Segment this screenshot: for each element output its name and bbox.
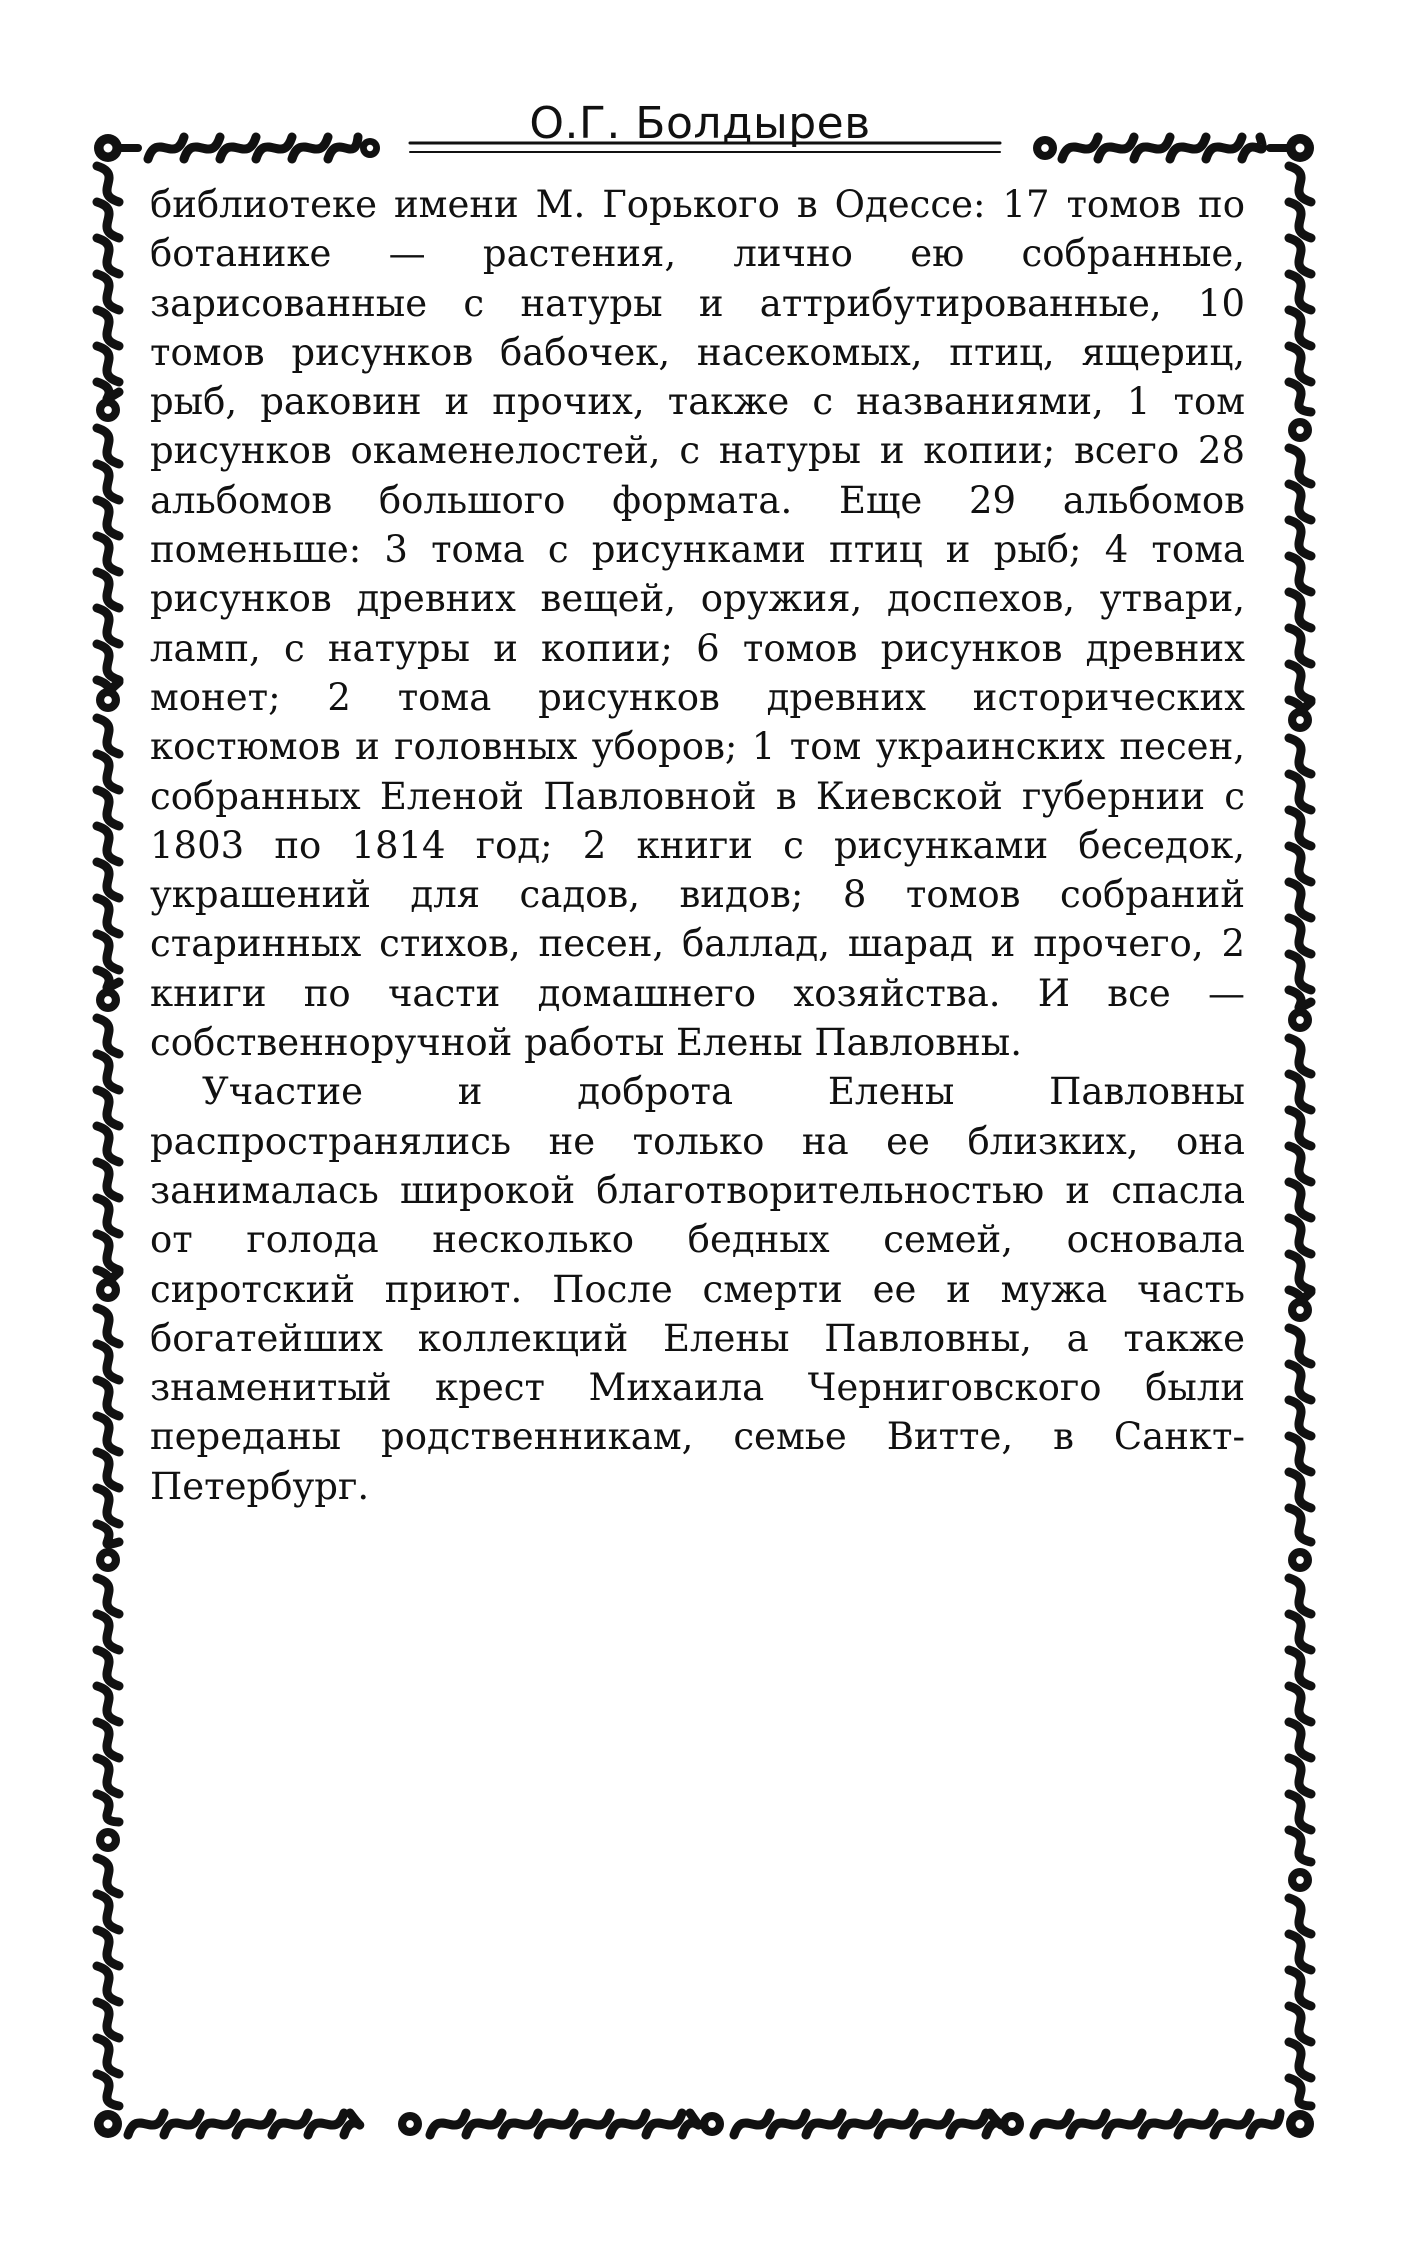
border-rope-segment bbox=[97, 1018, 119, 1285]
border-bead-hole bbox=[1296, 144, 1305, 153]
border-rope-segment bbox=[1289, 1038, 1311, 1305]
border-rope-segment bbox=[97, 718, 119, 988]
border-bead-hole bbox=[1296, 1016, 1304, 1024]
border-rope-segment bbox=[1289, 448, 1311, 715]
body-text bbox=[150, 180, 1245, 1511]
border-bead-hole bbox=[1296, 1556, 1304, 1564]
border-rope-segment bbox=[1034, 2113, 1280, 2135]
border-rope-segment bbox=[97, 166, 119, 399]
border-bead-hole bbox=[104, 2120, 113, 2129]
border-bead-hole bbox=[104, 144, 113, 153]
border-bead-hole bbox=[104, 406, 112, 414]
border-bead-hole bbox=[708, 2120, 716, 2128]
border-bead-hole bbox=[1296, 426, 1304, 434]
border-rope-segment bbox=[1289, 1328, 1311, 1542]
border-bead-hole bbox=[104, 1556, 112, 1564]
border-bead-hole bbox=[104, 696, 112, 704]
border-bead-hole bbox=[367, 145, 373, 151]
border-rope-segment bbox=[1289, 1898, 1311, 2106]
border-bead-hole bbox=[1296, 716, 1304, 724]
border-bead-hole bbox=[1296, 1306, 1304, 1314]
border-rope-segment bbox=[97, 1858, 119, 2106]
border-rope-segment bbox=[97, 1308, 119, 1544]
border-bead-hole bbox=[1041, 144, 1049, 152]
border-rope-segment bbox=[734, 2113, 1001, 2135]
border-bead-hole bbox=[104, 1286, 112, 1294]
border-bead-hole bbox=[1296, 2120, 1305, 2129]
border-bead-hole bbox=[104, 996, 112, 1004]
border-bead-hole bbox=[104, 1836, 112, 1844]
paragraph-2: Участие и доброта Елены Павловны распространялись не только на ее близких, она занималась широкой благотворительностью и спасла от голода несколько бедных семей, основала сиротский приют. После смерти ее и мужа часть богатейших коллекций Елены Павловны, а также знаменитый крест Михаила Черниговского были переданы родственникам, семье Витте, в Санкт-Петербург. bbox=[150, 1070, 1245, 1508]
border-rope-segment bbox=[1062, 137, 1262, 159]
border-rope-segment bbox=[148, 137, 358, 159]
border-rope-segment bbox=[1289, 166, 1311, 412]
border-rope-segment bbox=[1289, 738, 1311, 1008]
border-rope-segment bbox=[1289, 1578, 1311, 1862]
paragraph-1: библиотеке имени М. Горького в Одессе: 17 томов по ботанике — растения, лично ею собранные, зарисованные с натуры и аттрибутированные, 10 томов рисунков бабочек, насекомых, птиц, ящериц, рыб, раковин и прочих, также с названиями, 1 том рисунков окаменелостей, с натуры и копии; всего 28 альбомов большого формата. Еще 29 альбомов поменьше: 3 тома с рисунками птиц и рыб; 4 тома рисунков древних вещей, оружия, доспехов, утвари, ламп, с натуры и копии; 6 томов рисунков древних монет; 2 тома рисунков древних исторических костюмов и головных уборов; 1 том украинских песен, собранных Еленой Павловной в Киевской губернии с 1803 по 1814 год; 2 книги с рисунками беседок, украшений для садов, видов; 8 томов собраний старинных стихов, песен, баллад, шарад и прочего, 2 книги по части домашнего хозяйства. И все — собственноручной работы Елены Павловны. bbox=[150, 183, 1245, 1065]
border-bead-hole bbox=[1008, 2120, 1016, 2128]
border-rope-segment bbox=[97, 1578, 119, 1822]
border-rope-segment bbox=[97, 428, 119, 695]
running-header: О.Г. Болдырев bbox=[529, 98, 871, 149]
border-bead-hole bbox=[1296, 1876, 1304, 1884]
border-rope-segment bbox=[128, 2113, 360, 2135]
border-bead-hole bbox=[406, 2120, 414, 2128]
border-rope-segment bbox=[430, 2113, 698, 2135]
